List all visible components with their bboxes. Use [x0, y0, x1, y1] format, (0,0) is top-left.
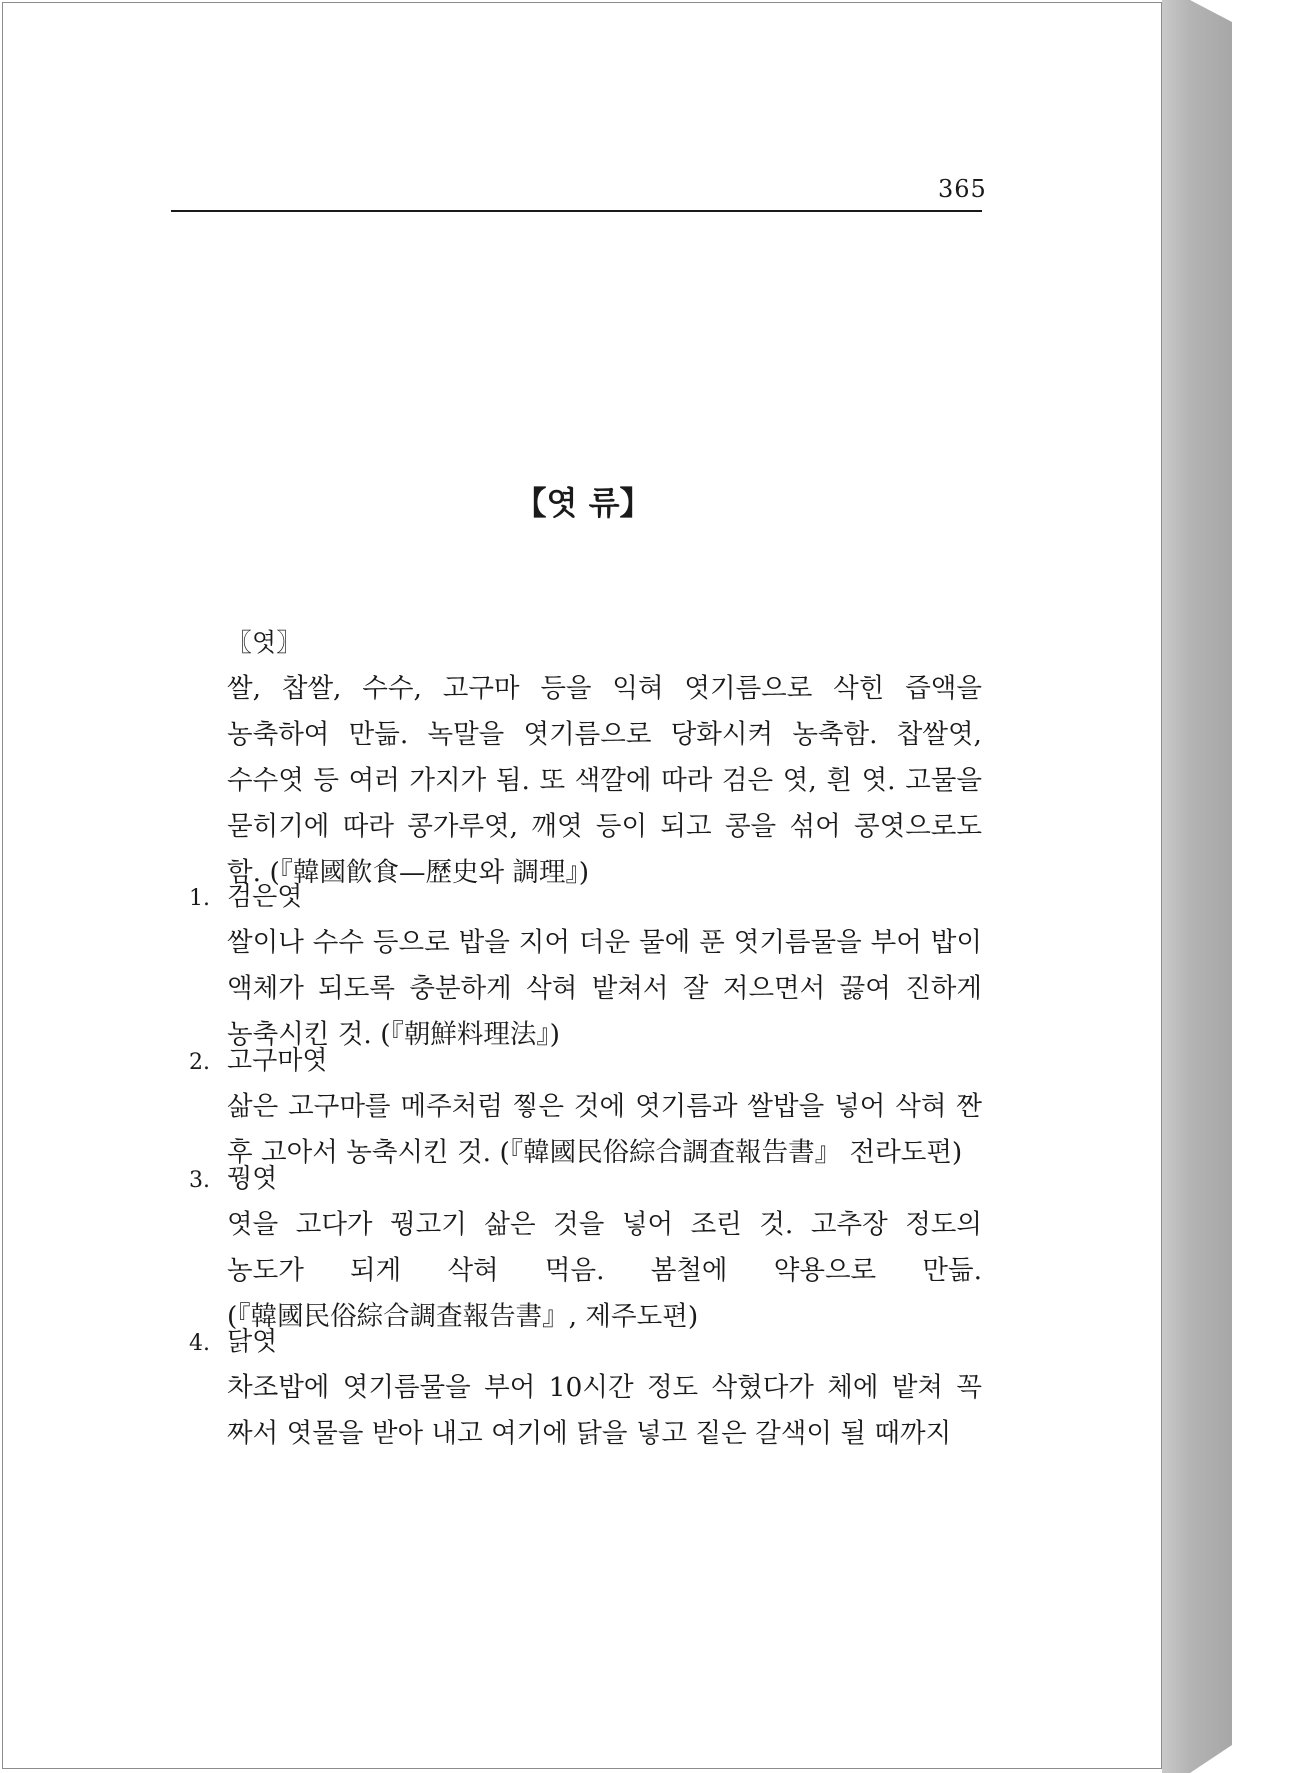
intro-heading: 〖엿〗	[227, 628, 302, 657]
item-text-2: 삶은 고구마를 메주처럼 찧은 것에 엿기름과 쌀밥을 넣어 삭혀 짠 후 고아서 농축시킨 것. (『韓國民俗綜合調査報告書』 전라도편)	[227, 1091, 982, 1168]
item-title: 닭엿	[227, 1327, 278, 1357]
item-heading-3	[189, 1158, 277, 1195]
header-rule	[171, 210, 982, 212]
intro-text: 쌀, 찹쌀, 수수, 고구마 등을 익혀 엿기름으로 삭힌 즙액을 농축하여 만듦. 녹말을 엿기름으로 당화시켜 농축함. 찹쌀엿, 수수엿 등 여러 가지가 됨. 또 색깔에 따라 검은 엿, 흰 엿. 고물을 묻히기에 따라 콩가루엿, 깨엿 등이 되고 콩을 섞어 콩엿으로도 함. (『韓國飮食—歷史와 調理』)	[227, 673, 982, 888]
book-page	[2, 2, 1162, 1769]
item-number: 1.	[189, 886, 210, 911]
item-title: 꿩엿	[227, 1164, 278, 1194]
item-title: 고구마엿	[227, 1046, 328, 1076]
item-title: 검은엿	[227, 882, 303, 912]
item-number: 4.	[189, 1331, 210, 1356]
page-number: 365	[938, 175, 987, 203]
item-number: 2.	[189, 1050, 210, 1075]
item-text-4: 차조밥에 엿기름물을 부어 10시간 정도 삭혔다가 체에 밭쳐 꼭 짜서 엿물을 받아 내고 여기에 닭을 넣고 짙은 갈색이 될 때까지	[227, 1372, 982, 1449]
page-edge-shadow	[1162, 0, 1232, 1773]
item-text-1: 쌀이나 수수 등으로 밥을 지어 더운 물에 푼 엿기름물을 부어 밥이 액체가 되도록 충분하게 삭혀 밭쳐서 잘 저으면서 끓여 진하게 농축시킨 것. (『朝鮮料理法』)	[227, 927, 982, 1050]
item-text-3: 엿을 고다가 꿩고기 삶은 것을 넣어 조린 것. 고추장 정도의 농도가 되게 삭혀 먹음. 봄철에 약용으로 만듦. (『韓國民俗綜合調査報告書』, 제주도편)	[227, 1209, 982, 1332]
item-number: 3.	[189, 1168, 210, 1193]
item-heading-2	[189, 1040, 327, 1077]
item-heading-4	[189, 1321, 277, 1358]
section-title: 【엿 류】	[514, 484, 652, 522]
item-heading-1	[189, 876, 302, 913]
